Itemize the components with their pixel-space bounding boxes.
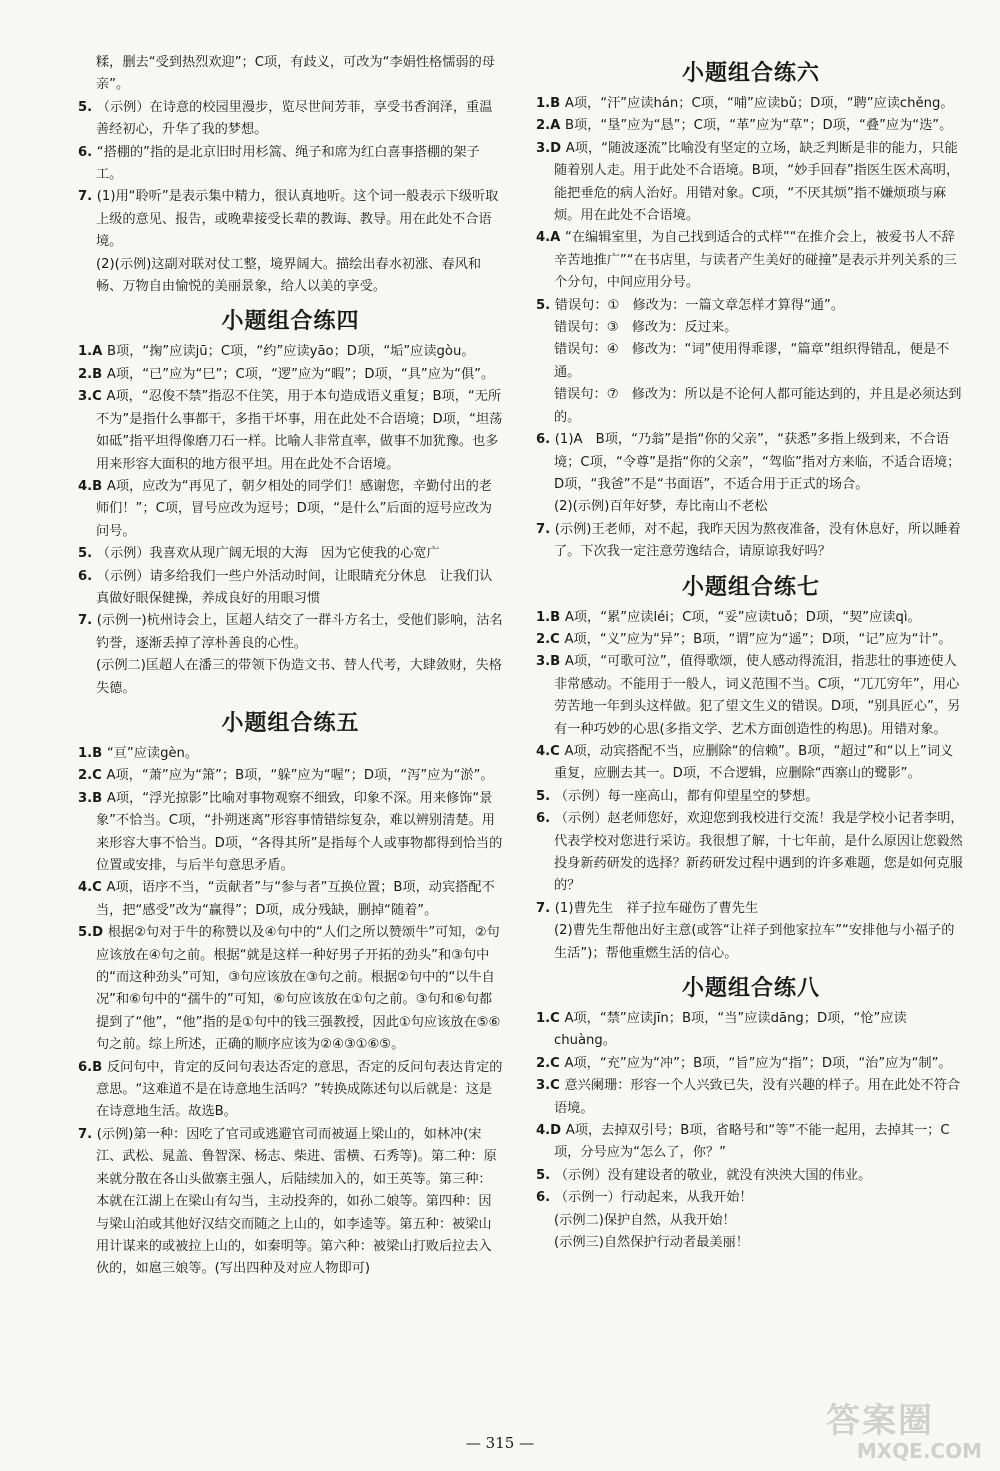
- answer-content: （示例）在诗意的校园里漫步，览尽世间芳菲，享受书香润泽，重温善经初心，升华了我的梦想。: [96, 99, 493, 138]
- answer-text: [78, 386, 503, 476]
- section-title-8: 小题组合练八: [681, 975, 820, 1002]
- answer-number: 4.A: [536, 230, 565, 246]
- answer-content: (示例)第一种：因吃了官司或逃避官司而被逼上梁山的，如林冲(宋江、武松、晁盖、鲁智深、杨志、柴进、雷横、石秀等)。第二种：原来就分散在各山头做寨主强人，后陆续加入的，如王英等。第三种：本就在江湖上在梁山有勾当，主动投奔的，如孙二娘等。第四种：因与梁山泊或其他好汉结交而随之上山的，如李逵等。第五种：被梁山用计谋来的或被拉上山的，如秦明等。第六种：被梁山打败后拉去入伙的，如扈三娘等。(写出四种及对应人物即可): [96, 1126, 497, 1277]
- answer-content: A项，“累”应读léi；C项，“妥”应读tuǒ；D项，“契”应读qì。: [564, 609, 921, 625]
- answer-item: [536, 607, 966, 629]
- answer-content: （示例一）行动起来，从我开始！: [554, 1190, 753, 1206]
- section-title-7: 小题组合练七: [681, 573, 820, 600]
- answer-text: [536, 1008, 966, 1053]
- answer-text: [78, 1124, 503, 1281]
- answer-number: 2.A: [536, 118, 565, 134]
- answer-item: [536, 317, 966, 339]
- answer-text: [536, 1053, 966, 1075]
- answer-number: 3.C: [536, 1078, 565, 1094]
- answer-item: [78, 97, 503, 142]
- answer-item: [78, 386, 503, 476]
- answer-number: 2.C: [536, 1055, 565, 1071]
- answer-text: [536, 519, 966, 564]
- answer-content: 错误句：① 修改为：一篇文章怎样才算得“通”。: [554, 297, 845, 313]
- answer-content: (1)曹先生 祥子拉车碰伤了曹先生: [554, 900, 759, 916]
- answer-item: [536, 1053, 966, 1075]
- answer-number: 5.: [78, 546, 97, 562]
- answer-text: [536, 317, 966, 339]
- answer-item: [536, 295, 966, 317]
- answer-content: B项，“垦”应为“恳”；C项，“革”应为“草”；D项，“叠”应为“迭”。: [564, 118, 953, 134]
- answer-text: [78, 254, 503, 299]
- answer-text: [536, 429, 966, 496]
- section-title-5: 小题组合练五: [221, 709, 360, 736]
- answer-text: [78, 922, 503, 1056]
- answer-item: [536, 786, 966, 808]
- answer-content: (1)A B项，“乃翁”是指“你的父亲”，“获悉”多指上级到来，不合语境；C项，“令尊”是指“你的父亲”，“驾临”指对方来临，不适合语境；D项，“我爸”不是“书面语”，不适合用于正式的场合。: [554, 432, 961, 492]
- answer-number: 2.C: [78, 768, 107, 784]
- answer-content: B项，“掬”应读jū；C项，“约”应读yāo；D项，“垢”应读gòu。: [106, 344, 475, 360]
- answer-item: [78, 610, 503, 655]
- answer-text: [536, 115, 966, 137]
- answer-number: 7.: [536, 521, 555, 537]
- answer-item: [536, 1165, 966, 1187]
- answer-text: [78, 765, 503, 787]
- answer-content: （示例）请多给我们一些户外活动时间，让眼睛充分休息 让我们认真做好眼保健操，养成良好的用眼习惯: [96, 568, 493, 606]
- answer-number: 6.B: [78, 1059, 107, 1075]
- answer-item: [78, 341, 503, 363]
- answer-item: [536, 93, 966, 115]
- section-5-answers: [78, 743, 503, 1281]
- answer-number: 7.: [536, 900, 555, 916]
- answer-content: (1)用“聆听”是表示集中精力，很认真地听。这个词一般表示下级听取上级的意见、报告，或晚辈接受长辈的教诲、教导。用在此处不合语境。: [96, 189, 499, 250]
- answer-number: 2.B: [78, 366, 107, 382]
- section-8-answers: [536, 1008, 966, 1254]
- answer-content: (示例一)杭州诗会上，匡超人结交了一群斗方名士，受他们影响，沽名钓誉，逐渐丢掉了淳朴善良的心性。: [96, 613, 503, 651]
- answer-content: (示例二)匡超人在潘三的带领下伪造文书、替人代考，大肆敛财，失格失德。: [96, 658, 502, 696]
- answer-number: 1.B: [78, 745, 107, 761]
- section-title-4: 小题组合练四: [221, 308, 360, 335]
- answer-number: 4.C: [78, 880, 107, 896]
- answer-content: A项，“充”应为“冲”；B项，“旨”应为“指”；D项，“治”应为“制”。: [564, 1055, 952, 1071]
- answer-item: [78, 186, 503, 253]
- section-7-answers: [536, 607, 966, 966]
- answer-number: 7.: [78, 189, 97, 205]
- answer-text: [536, 1165, 966, 1187]
- answer-content: A项，“禁”应读jīn；B项，“当”应读dāng；D项，“怆”应读chuàng。: [554, 1011, 907, 1049]
- answer-text: [536, 607, 966, 629]
- answer-item: [78, 765, 503, 787]
- answer-item: [536, 1232, 966, 1254]
- answer-number: 5.: [536, 297, 555, 313]
- answer-item: [536, 1008, 966, 1053]
- answer-text: [78, 543, 503, 565]
- answer-number: 7.: [78, 1126, 97, 1142]
- answer-content: A项，“汗”应读hán；C项，“哺”应读bǔ；D项，“聘”应读chěng。: [564, 96, 954, 111]
- answer-number: 2.C: [536, 631, 565, 647]
- answer-item: [536, 920, 966, 965]
- answer-number: 3.C: [78, 389, 107, 405]
- answer-text: [536, 786, 966, 808]
- answer-text: [78, 186, 503, 253]
- answer-content: （示例）赵老师您好，欢迎您到我校进行交流！我是学校小记者李明，代表学校对您进行采访。我很想了解，十七年前，是什么原因让您毅然投身新药研发的选择？新药研发过程中遇到的许多难题，您是如何克服的？: [554, 811, 964, 894]
- answer-text: [536, 920, 966, 965]
- answer-number: 7.: [78, 613, 97, 629]
- left-column: [78, 52, 503, 1281]
- answer-content: A项，“忍俊不禁”指忍不住笑，用于本句造成语义重复；B项，“无所不为”是指什么事都干，多指干坏事，用在此处不合语境；D项，“坦荡如砥”指平坦得像磨刀石一样。比喻人非常直率，做事不加犹豫。也多用来形容大面积的地方很平坦。用在此处不合语境。: [96, 389, 503, 472]
- answer-content: (2)(示例)百年好梦，寿比南山不老松: [554, 499, 768, 515]
- section-title-6: 小题组合练六: [681, 60, 820, 86]
- answer-content: 错误句：③ 修改为：反过来。: [554, 320, 738, 336]
- answer-item: [78, 566, 503, 611]
- answer-text: [536, 898, 966, 920]
- answer-content: （示例）每一座高山，都有仰望星空的梦想。: [554, 788, 819, 804]
- right-column: [536, 52, 966, 1255]
- answer-item: [536, 384, 966, 429]
- answer-number: 4.D: [536, 1123, 566, 1139]
- answer-number: 3.B: [78, 790, 107, 806]
- answer-content: “亘”应读gèn。: [106, 745, 199, 761]
- answer-number: 1.B: [536, 96, 565, 111]
- answer-text: [536, 808, 966, 898]
- answer-text: [536, 651, 966, 741]
- answer-text: [536, 1075, 966, 1120]
- answer-item: [78, 743, 503, 765]
- answer-number: 6.: [78, 144, 97, 160]
- answer-content: A项，去掉双引号；B项，省略号和“等”不能一起用，去掉其一；C项，分号应为“怎么了，你？”: [554, 1123, 950, 1161]
- answer-item: [536, 496, 966, 518]
- answer-content: A项，语序不当，“贡献者”与“参与者”互换位置；B项，动宾搭配不当，把“感受”改为“赢得”；D项，成分残缺，删掉“随着”。: [96, 880, 495, 918]
- answer-item: [536, 1210, 966, 1232]
- answer-text: [536, 1210, 966, 1232]
- answer-text: [78, 364, 503, 386]
- answer-number: 6.: [78, 568, 97, 584]
- answer-number: 3.B: [536, 654, 565, 670]
- answer-item: [78, 922, 503, 1056]
- section-6-answers: [536, 93, 966, 564]
- answer-number: 1.A: [78, 344, 107, 360]
- answer-item: [78, 1057, 503, 1124]
- answer-number: 6.: [536, 811, 555, 827]
- answer-text: [536, 138, 966, 228]
- answer-content: A项，“随波逐流”比喻没有坚定的立场，缺乏判断是非的能力，只能随着别人走。用于此处不合语境。B项，“妙手回春”指医生医术高明，能把垂危的病人治好。用错对象。C项，“不厌其烦”指不嫌烦琐与麻烦。用在此处不合语境。: [554, 140, 960, 224]
- answer-item: [536, 1187, 966, 1209]
- answer-text: [78, 877, 503, 922]
- answer-item: [78, 1124, 503, 1281]
- answer-item: [78, 52, 503, 97]
- answer-item: [78, 543, 503, 565]
- answer-number: 4.C: [536, 743, 565, 759]
- answer-number: 6.: [536, 432, 555, 448]
- answer-item: [536, 519, 966, 564]
- answer-number: 1.C: [536, 1011, 565, 1027]
- answer-content: A项，动宾搭配不当，应删除“的信赖”。B项，“超过”和“以上”词义重复，应删去其一。D项，不合逻辑，应删除“西寨山的鹭影”。: [554, 743, 954, 782]
- answer-item: [536, 1075, 966, 1120]
- answer-number: 4.B: [78, 478, 107, 494]
- answer-text: [536, 741, 966, 786]
- answer-content: 反问句中，肯定的反问句表达否定的意思，否定的反问句表达肯定的意思。“这难道不是在诗意地生活吗？”转换成陈述句以后就是：这是在诗意地生活。故选B。: [96, 1059, 503, 1120]
- answer-number: 6.: [536, 1190, 555, 1206]
- answer-item: [536, 741, 966, 786]
- watermark-text: 答案圈: [826, 1401, 934, 1441]
- answer-item: [536, 138, 966, 228]
- answer-content: （示例）我喜欢从现广阔无垠的大海 因为它使我的心宽广: [96, 546, 440, 562]
- answer-text: [536, 1120, 966, 1165]
- answer-content: (2)(示例)这副对联对仗工整，境界阔大。描绘出春水初涨、春风和畅、万物自由愉悦的美丽景象，给人以美的享受。: [96, 256, 482, 295]
- left-top-answers: [78, 52, 503, 298]
- answer-text: [536, 1187, 966, 1209]
- answer-number: 1.B: [536, 609, 565, 625]
- answer-item: [78, 364, 503, 386]
- answer-item: [78, 254, 503, 299]
- answer-text: [78, 743, 503, 765]
- answer-text: [78, 97, 503, 142]
- answer-item: [536, 227, 966, 294]
- answer-item: [536, 629, 966, 651]
- site-watermark-logo: [826, 1402, 982, 1464]
- answer-content: 根据②句对于牛的称赞以及④句中的“人们之所以赞颂牛”可知，②句应该放在④句之前。根据“就是这样一种好男子开拓的劲头”和③句中的“而这种劲头”可知，③句应该放在③句之前。根据②句中的“以牛自况”和⑥句中的“孺牛的”可知，⑥句应该放在①句之前。③句和⑥句都提到了“他”，“他”指的是①句中的钱三强教授，因此①句应该放在⑤⑥句之前。综上所述，正确的顺序应该为②④③①⑥⑤。: [96, 925, 501, 1053]
- page-number: — 315 —: [465, 1434, 535, 1452]
- answer-content: 错误句：④ 修改为：“词”使用得乖谬，“篇章”组织得错乱，便是不通。: [554, 342, 950, 380]
- answer-item: [536, 339, 966, 384]
- answer-number: 5.D: [78, 925, 108, 941]
- answer-number: 3.D: [536, 140, 566, 156]
- answer-content: A项，“已”应为“巳”；C项，“逻”应为“暇”；D项，“具”应为“俱”。: [106, 366, 495, 382]
- answer-item: [536, 1120, 966, 1165]
- answer-content: （示例）没有建设者的敬业，就没有泱泱大国的伟业。: [554, 1167, 872, 1183]
- answer-text: [78, 52, 503, 97]
- answer-text: [78, 655, 503, 700]
- answer-text: [78, 476, 503, 543]
- answer-number: 5.: [536, 788, 555, 804]
- answer-content: A项，“萧”应为“箫”；B项，“躲”应为“喔”；D项，“泻”应为“淤”。: [106, 768, 494, 784]
- answer-content: 糅，删去“受到热烈欢迎”；C项，有歧义，可改为“李娟性格懦弱的母亲”。: [96, 55, 495, 93]
- answer-number: 5.: [536, 1167, 555, 1183]
- answer-text: [536, 295, 966, 317]
- answer-item: [536, 115, 966, 137]
- answer-text: [78, 566, 503, 611]
- answer-item: [78, 142, 503, 187]
- answer-content: “在编辑室里，为自己找到适合的式样”“在推介会上，被爱书人不辞辛苦地推广”“在书店里，与读者产生美好的碰撞”是表示并列关系的三个分句，中间应用分号。: [554, 230, 957, 291]
- answer-content: 意兴阑珊：形容一个人兴致已失，没有兴趣的样子。用在此处不符合语境。: [554, 1078, 961, 1116]
- answer-content: (2)曹先生帮他出好主意(或答“让祥子到他家拉车”“安排他与小福子的生活”)；帮他重燃生活的信心。: [554, 923, 955, 961]
- answer-content: (示例三)自然保护行动者最美丽！: [554, 1235, 749, 1251]
- answer-text: [78, 341, 503, 363]
- answer-content: A项，“义”应为“异”；B项，“谓”应为“遥”；D项，“记”应为“计”。: [564, 631, 952, 647]
- answer-item: [536, 898, 966, 920]
- answer-content: 错误句：⑦ 修改为：所以是不论何人都可能达到的，并且是必须达到的。: [554, 387, 962, 425]
- answer-number: 5.: [78, 99, 97, 115]
- answer-item: [78, 788, 503, 878]
- answer-text: [536, 339, 966, 384]
- answer-text: [78, 1057, 503, 1124]
- answer-text: [536, 384, 966, 429]
- answer-content: “搭棚的”指的是北京旧时用杉篙、绳子和席为红白喜事搭棚的架子工。: [96, 144, 480, 183]
- answer-content: A项，“可歌可泣”，值得歌颂，使人感动得流泪，指悲壮的事迹使人非常感动。不能用于一般人，词义范围不当。C项，“兀兀穷年”，用心劳苦地一年到头这样做。犯了望文生义的错误。D项，“别具匠心”，另有一种巧妙的心思(多指文学、艺术方面创造性的构思)。用错对象。: [554, 654, 961, 737]
- answer-item: [536, 651, 966, 741]
- answer-content: (示例二)保护自然，从我开始！: [554, 1212, 736, 1228]
- answer-content: A项，应改为“再见了，朝夕相处的同学们！感谢您，辛勤付出的老师们！”；C项，冒号应改为逗号；D项，“是什么”后面的逗号应改为问号。: [96, 478, 492, 539]
- answer-content: (示例)王老师，对不起，我昨天因为熬夜准备，没有休息好，所以睡着了。下次我一定注意劳逸结合，请原谅我好吗？: [554, 521, 961, 560]
- answer-text: [536, 93, 966, 115]
- section-4-answers: [78, 341, 503, 700]
- answer-text: [536, 496, 966, 518]
- answer-content: A项，“浮光掠影”比喻对事物观察不细致，印象不深。用来修饰“景象”不恰当。C项，“扑朔迷离”形容事情错综复杂，难以辨别清楚。用来形容大事不恰当。D项，“各得其所”是指每个人或事物都得到恰当的位置或安排，与后半句意思矛盾。: [96, 790, 503, 873]
- answer-text: [78, 142, 503, 187]
- answer-item: [536, 808, 966, 898]
- answer-text: [78, 610, 503, 655]
- answer-text: [78, 788, 503, 878]
- answer-item: [78, 877, 503, 922]
- answer-item: [78, 476, 503, 543]
- answer-text: [536, 629, 966, 651]
- answer-text: [536, 1232, 966, 1254]
- answer-item: [78, 655, 503, 700]
- watermark-url: MXQE.COM: [856, 1439, 982, 1463]
- answer-item: [536, 429, 966, 496]
- answer-text: [536, 227, 966, 294]
